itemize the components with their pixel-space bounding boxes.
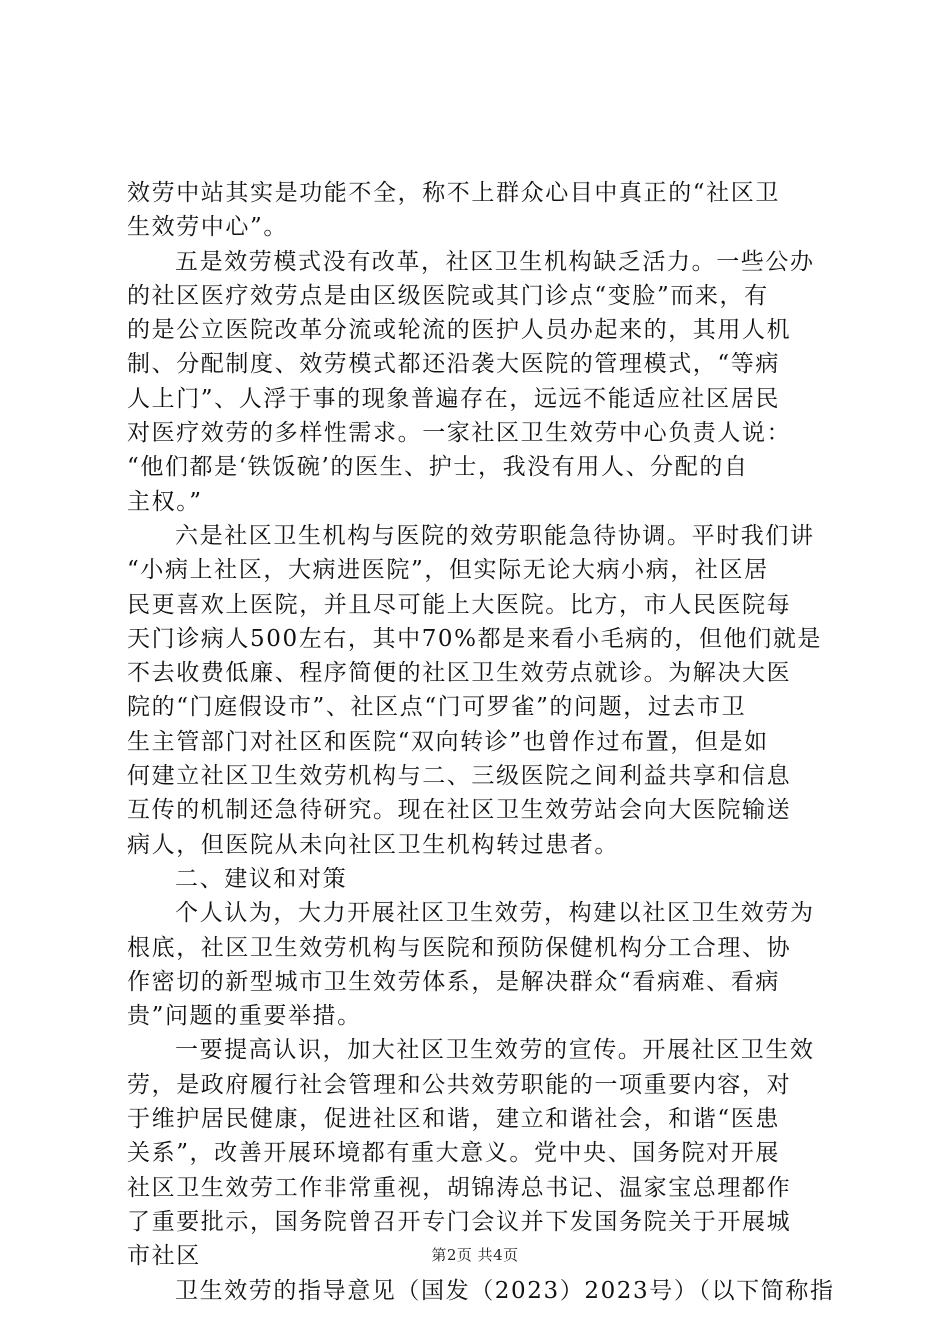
text-line: 民更喜欢上医院，并且尽可能上大医院。比方，市人民医院每 <box>127 591 792 618</box>
paragraph-start-line: 五是效劳模式没有改革，社区卫生机构缺乏活力。一些公办 <box>175 248 815 275</box>
text-line: “小病上社区，大病进医院”，但实际无论大病小病，社区居 <box>127 557 769 584</box>
text-line: 于维护居民健康，促进社区和谐，建立和谐社会，和谐“医患 <box>127 1106 780 1133</box>
text-line: 不去收费低廉、程序简便的社区卫生效劳点就诊。为解决大医 <box>127 660 792 687</box>
text-line: 的社区医疗效劳点是由区级医院或其门诊点“变脸”而来，有 <box>127 282 769 309</box>
paragraph-start-line: 卫生效劳的指导意见（国发（2023）2023号）（以下简称指 <box>175 1277 835 1304</box>
text-line: 人上门”、人浮于事的现象普遍存在，远远不能适应社区居民 <box>127 385 780 412</box>
text-line: 病人，但医院从未向社区卫生机构转过患者。 <box>127 831 619 858</box>
text-line: 的是公立医院改革分流或轮流的医护人员办起来的，其用人机 <box>127 317 792 344</box>
text-line: 了重要批示，国务院曾召开专门会议并下发国务院关于开展城 <box>127 1208 792 1235</box>
text-line: 天门诊病人500左右，其中70%都是来看小毛病的，但他们就是 <box>127 625 823 652</box>
text-line: 主权。” <box>127 488 203 515</box>
page-footer <box>0 1244 950 1265</box>
text-line: “他们都是‘铁饭碗’的医生、护士，我没有用人、分配的自 <box>127 454 749 481</box>
body-text <box>127 176 835 1308</box>
page-number-label: 第2页 共4页 <box>431 1246 519 1264</box>
text-line: 关系”，改善开展环境都有重大意义。党中央、国务院对开展 <box>127 1140 780 1167</box>
text-line: 效劳中站其实是功能不全，称不上群众心目中真正的“社区卫 <box>127 180 780 206</box>
text-line: 院的“门庭假设市”、社区点“门可罗雀”的问题，过去市卫 <box>127 694 747 721</box>
paragraph-start-line: 一要提高认识，加大社区卫生效劳的宣传。开展社区卫生效 <box>175 1037 815 1064</box>
paragraph-start-line: 个人认为，大力开展社区卫生效劳，构建以社区卫生效劳为 <box>175 900 815 927</box>
text-line: 互传的机制还急待研究。现在社区卫生效劳站会向大医院输送 <box>127 797 792 824</box>
text-line: 对医疗效劳的多样性需求。一家社区卫生效劳中心负责人说： <box>127 420 792 447</box>
text-line: 劳，是政府履行社会管理和公共效劳职能的一项重要内容，对 <box>127 1071 792 1098</box>
text-line: 根底，社区卫生效劳机构与医院和预防保健机构分工合理、协 <box>127 934 792 961</box>
text-line: 市社区 <box>127 1243 201 1270</box>
paragraph-start-line: 六是社区卫生机构与医院的效劳职能急待协调。平时我们讲 <box>175 522 815 549</box>
text-line: 制、分配制度、效劳模式都还沿袭大医院的管理模式，“等病 <box>127 351 780 378</box>
text-line: 生主管部门对社区和医院“双向转诊”也曾作过布置，但是如 <box>127 728 769 755</box>
text-line: 社区卫生效劳工作非常重视，胡锦涛总书记、温家宝总理都作 <box>127 1174 792 1201</box>
text-line: 贵”问题的重要举措。 <box>127 1003 362 1030</box>
section-heading: 二、建议和对策 <box>175 865 348 892</box>
text-line: 生效劳中心”。 <box>127 214 288 241</box>
text-line: 何建立社区卫生效劳机构与二、三级医院之间利益共享和信息 <box>127 763 792 790</box>
text-line: 作密切的新型城市卫生效劳体系，是解决群众“看病难、看病 <box>127 968 780 995</box>
